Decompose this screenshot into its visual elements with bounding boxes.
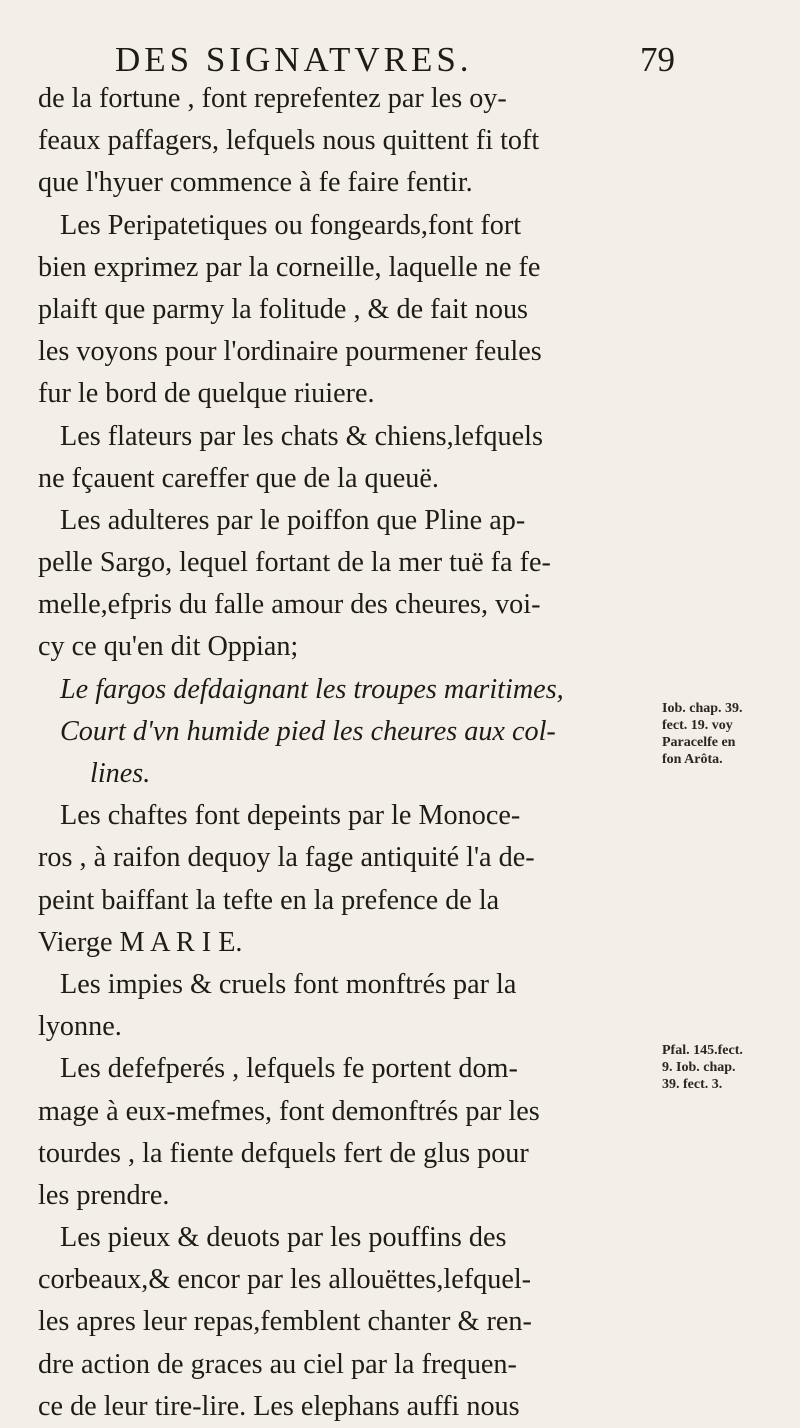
text-line: que l'hyuer commence à fe faire fentir. xyxy=(38,167,473,199)
text-line: Le fargos defdaignant les troupes maritimes, xyxy=(60,673,564,705)
margin-note-line: fon Arôta. xyxy=(662,752,723,767)
margin-note-pfal xyxy=(662,1042,743,1093)
text-line: de la fortune , font reprefentez par les oy- xyxy=(38,83,507,114)
text-line: ne fçauent careffer que de la queuë. xyxy=(38,462,439,494)
text-line: ce de leur tire-lire. Les elephans auffi nous xyxy=(38,1390,520,1422)
text-line: fur le bord de quelque riuiere. xyxy=(38,378,375,410)
margin-note-line: Iob. chap. 39. xyxy=(662,701,743,716)
text-line: feaux paffagers, lefquels nous quittent fi toft xyxy=(38,125,540,157)
text-line: lines. xyxy=(90,758,151,789)
text-line: les apres leur repas,femblent chanter & ren- xyxy=(38,1306,532,1338)
text-line: Les chaftes font depeints par le Monoce- xyxy=(60,800,521,832)
page-number: 79 xyxy=(640,40,675,79)
text-line: les prendre. xyxy=(38,1179,170,1211)
text-line: corbeaux,& encor par les allouëttes,lefquel- xyxy=(38,1264,532,1296)
margin-note-line: 39. fect. 3. xyxy=(662,1077,723,1092)
text-line: Les adulteres par le poiffon que Pline ap- xyxy=(60,504,526,536)
text-line: Les Peripatetiques ou fongeards,font fort xyxy=(60,209,522,241)
margin-note-line: 9. Iob. chap. xyxy=(662,1060,736,1075)
text-line: plaift que parmy la folitude , & de fait nous xyxy=(38,293,529,325)
text-line: Court d'vn humide pied les cheures aux col- xyxy=(60,715,556,747)
text-line: Vierge M A R I E. xyxy=(38,926,243,958)
margin-note-line: fect. 19. voy xyxy=(662,718,733,733)
text-line: tourdes , la fiente defquels fert de glus pour xyxy=(38,1137,529,1169)
text-line: dre action de graces au ciel par la frequen- xyxy=(38,1348,517,1380)
margin-note-iob xyxy=(662,700,743,768)
text-line: ros , à raifon dequoy la fage antiquité l'a de- xyxy=(38,842,535,874)
text-line: Les flateurs par les chats & chiens,lefquels xyxy=(60,420,543,452)
text-line: Les defefperés , lefquels fe portent dom- xyxy=(60,1053,518,1085)
text-line: pelle Sargo, lequel fortant de la mer tuë fa fe- xyxy=(38,547,551,579)
running-title: DES SIGNATVRES. xyxy=(115,40,473,79)
text-line: melle,efpris du falle amour des cheures, voi- xyxy=(38,589,541,621)
margin-note-line: Pfal. 145.fect. xyxy=(662,1043,743,1058)
text-line: Les pieux & deuots par les pouffins des xyxy=(60,1222,507,1254)
text-line: cy ce qu'en dit Oppian; xyxy=(38,631,299,663)
text-line: mage à eux-mefmes, font demonftrés par les xyxy=(38,1095,540,1127)
text-line: lyonne. xyxy=(38,1011,122,1043)
text-line: peint baiffant la tefte en la prefence de la xyxy=(38,884,500,916)
text-line: les voyons pour l'ordinaire pourmener feules xyxy=(38,336,542,368)
text-line: bien exprimez par la corneille, laquelle ne fe xyxy=(38,251,541,283)
text-line: Les impies & cruels font monftrés par la xyxy=(60,968,517,1000)
margin-note-line: Paracelfe en xyxy=(662,735,736,750)
body-text xyxy=(38,78,628,1428)
